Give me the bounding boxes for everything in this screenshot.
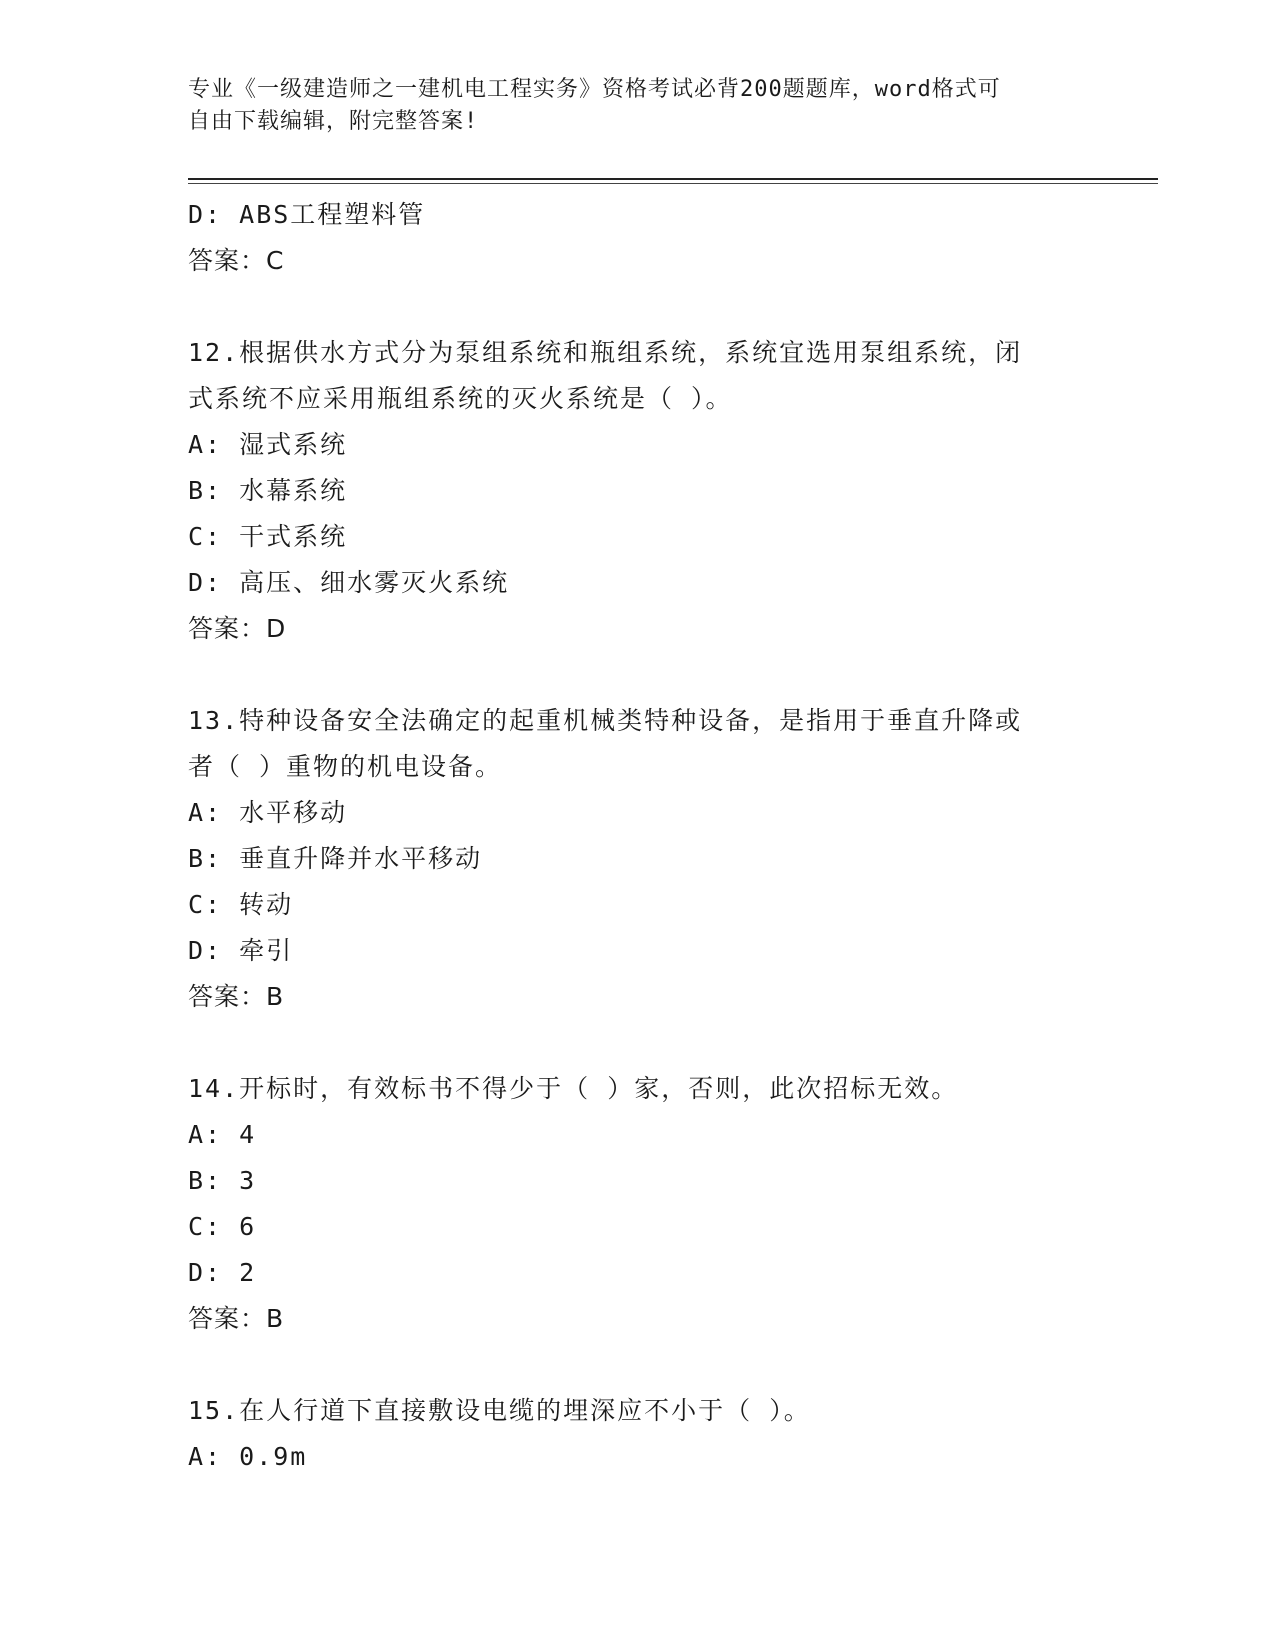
question-stem-line: 者（ ）重物的机电设备。 [188, 752, 503, 781]
option-a: A: 0.9m [188, 1442, 308, 1471]
question-stem-line: 15.在人行道下直接敷设电缆的埋深应不小于（ ）。 [188, 1396, 811, 1425]
answer-line: 答案：D [188, 614, 287, 643]
question-stem-line: 13.特种设备安全法确定的起重机械类特种设备，是指用于垂直升降或 [188, 706, 1023, 735]
option-c: C: 转动 [188, 890, 294, 919]
option-b: B: 3 [188, 1166, 257, 1195]
question-stem-line: 式系统不应采用瓶组系统的灭火系统是（ ）。 [188, 384, 733, 413]
question-stem-line: 12.根据供水方式分为泵组系统和瓶组系统，系统宜选用泵组系统，闭 [188, 338, 1023, 367]
header-rule-thick [188, 178, 1158, 180]
question-12 [188, 330, 1088, 652]
answer-line: 答案：C [188, 246, 285, 275]
option-a: A: 湿式系统 [188, 430, 348, 459]
option-d: D: 2 [188, 1258, 257, 1287]
option-c: C: 干式系统 [188, 522, 348, 551]
question-body [188, 192, 1088, 1480]
question-stem-line: 14.开标时，有效标书不得少于（ ）家，否则，此次招标无效。 [188, 1074, 959, 1103]
header-line-1: 专业《一级建造师之一建机电工程实务》资格考试必背200题题库，word格式可 [188, 77, 1001, 102]
question-14 [188, 1066, 1088, 1342]
option-a: A: 水平移动 [188, 798, 348, 827]
option-d: D: 高压、细水雾灭火系统 [188, 568, 510, 597]
option-c: C: 6 [188, 1212, 257, 1241]
option-b: B: 垂直升降并水平移动 [188, 844, 483, 873]
header-rule-thin [188, 183, 1158, 184]
answer-line: 答案：B [188, 1304, 285, 1333]
question-15 [188, 1388, 1088, 1480]
spacer [188, 284, 1088, 330]
header-line-2: 自由下载编辑，附完整答案! [188, 109, 479, 134]
option-d: D: 牵引 [188, 936, 294, 965]
answer-line: 答案：B [188, 982, 285, 1011]
question-13 [188, 698, 1088, 1020]
spacer [188, 1020, 1088, 1066]
spacer [188, 652, 1088, 698]
option-b: B: 水幕系统 [188, 476, 348, 505]
option-a: A: 4 [188, 1120, 257, 1149]
spacer [188, 1342, 1088, 1388]
option-d: D: ABS工程塑料管 [188, 200, 426, 229]
page-header [188, 74, 1088, 138]
